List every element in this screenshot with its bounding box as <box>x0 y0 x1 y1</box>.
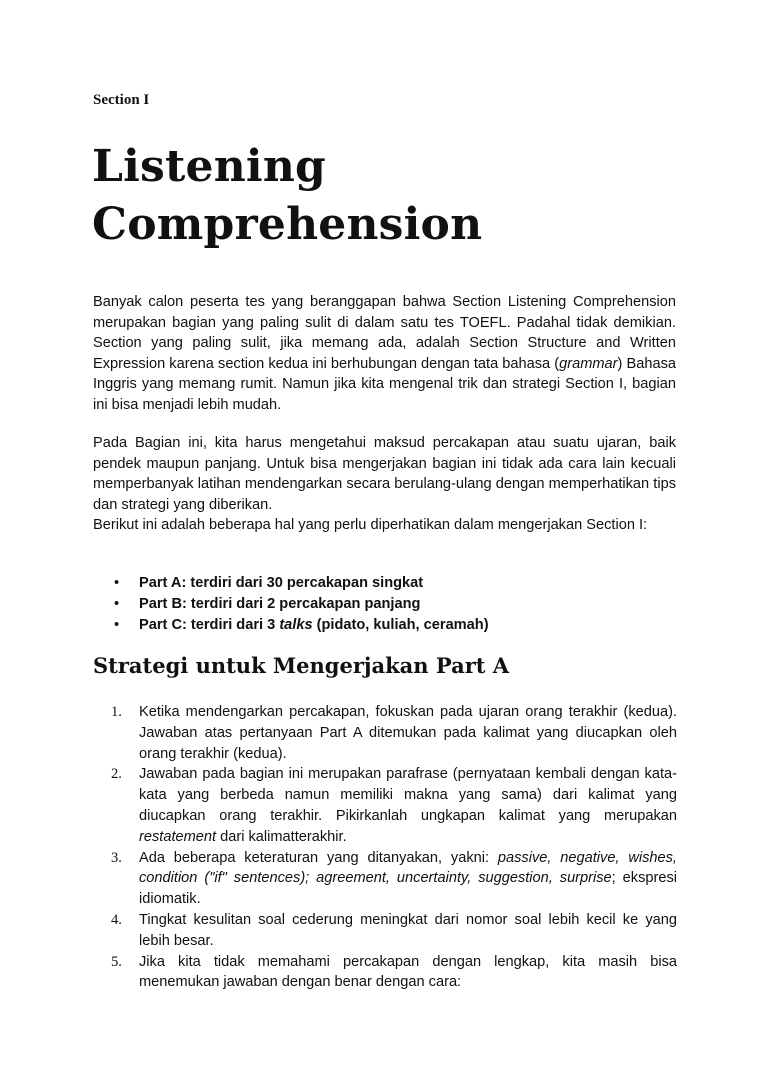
italic-term: grammar <box>559 355 618 372</box>
list-item: 2. Jawaban pada bagian ini merupakan parafrase (pernyataan kembali dengan kata-kata yang berbeda namun memiliki makna yang sama) dari kalimat yang diucapkan orang terakhir. Pikirkanlah ungkapan kalimat yang merupakan restatement dari kalimatterakhir. <box>111 766 677 845</box>
strategy-heading: Strategi untuk Mengerjakan Part A <box>93 653 510 678</box>
item-number: 5. <box>111 953 122 970</box>
parts-list <box>114 573 674 636</box>
page-title-line-2: Comprehension <box>92 199 483 250</box>
list-item: • Part C: terdiri dari 3 talks (pidato, kuliah, ceramah) <box>114 615 674 636</box>
list-item: 4. Tingkat kesulitan soal cederung meningkat dari nomor soal lebih kecil ke yang lebih besar. <box>111 911 677 949</box>
list-item: 3. Ada beberapa keteraturan yang ditanyakan, yakni: passive, negative, wishes, condition ("if" sentences); agreement, uncertainty, suggestion, surprise; ekspresi idiomatik. <box>111 849 677 908</box>
list-item: 1. Ketika mendengarkan percakapan, fokuskan pada ujaran orang terakhir (kedua). Jawaban atas pertanyaan Part A ditemukan pada kalimat yang diucapkan oleh orang terakhir (kedua). <box>111 704 677 762</box>
list-item: • Part B: terdiri dari 2 percakapan panjang <box>114 594 674 615</box>
item-number: 1. <box>111 704 122 720</box>
item-number: 3. <box>111 849 122 866</box>
section-label: Section I <box>93 92 150 108</box>
item-number: 2. <box>111 766 122 783</box>
bullet-icon: • <box>114 596 120 612</box>
item-number: 4. <box>111 911 122 928</box>
page-title <box>92 138 692 254</box>
purpose-paragraph: Pada Bagian ini, kita harus mengetahui maksud percakapan atau suatu ujaran, baik pendek maupun panjang. Untuk bisa mengerjakan bagian ini tidak ada cara lain kecuali memperbanyak latihan mendengarkan secara berulang-ulang dengan memperhatikan tips dan strategi yang diberikan. <box>93 435 676 513</box>
list-intro-paragraph: Berikut ini adalah beberapa hal yang perlu diperhatikan dalam mengerjakan Section I: <box>93 517 648 533</box>
bullet-icon: • <box>114 617 120 633</box>
intro-paragraph: Banyak calon peserta tes yang beranggapan bahwa Section Listening Comprehension merupakan bagian yang paling sulit di dalam satu tes TOEFL. Padahal tidak demikian. Section yang paling sulit, jika memang ada, adalah Section Structure and Written Expression karena section kedua ini berhubungan dengan tata bahasa (grammar) Bahasa Inggris yang memang rumit. Namun jika kita mengenal trik dan strategi Section I, bagian ini bisa menjadi lebih mudah. <box>93 294 676 413</box>
strategy-list <box>111 702 677 993</box>
bullet-icon: • <box>114 575 120 591</box>
list-item: • Part A: terdiri dari 30 percakapan singkat <box>114 573 674 594</box>
list-item: 5. Jika kita tidak memahami percakapan dengan lengkap, kita masih bisa menemukan jawaban dengan benar dengan cara: <box>111 953 677 991</box>
page-title-line-1: Listening <box>92 141 327 192</box>
